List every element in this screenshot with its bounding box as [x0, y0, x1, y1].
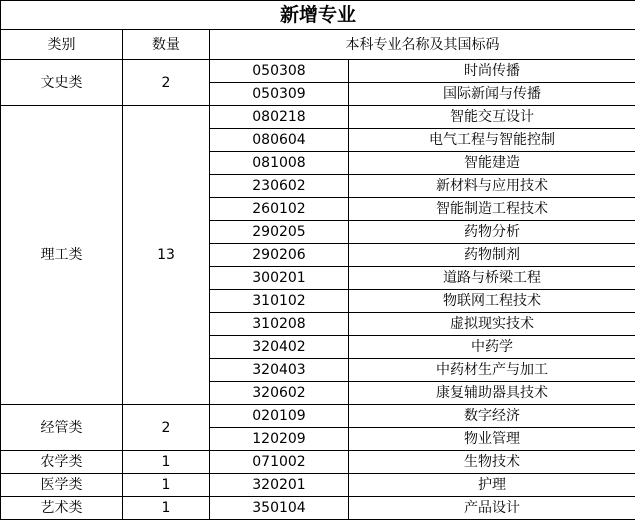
major-name-cell: 药物制剂 — [349, 244, 635, 267]
major-code-cell: 120209 — [210, 428, 349, 451]
major-name-cell: 数字经济 — [349, 405, 635, 428]
category-cell: 文史类 — [1, 60, 123, 106]
major-code-cell: 290205 — [210, 221, 349, 244]
major-name-cell: 物联网工程技术 — [349, 290, 635, 313]
header-category: 类别 — [1, 30, 123, 60]
major-code-cell: 290206 — [210, 244, 349, 267]
major-name-cell: 虚拟现实技术 — [349, 313, 635, 336]
major-code-cell: 020109 — [210, 405, 349, 428]
category-cell: 经管类 — [1, 405, 123, 451]
table-row — [1, 106, 635, 129]
major-name-cell: 护理 — [349, 474, 635, 497]
major-name-cell: 康复辅助器具技术 — [349, 382, 635, 405]
header-count: 数量 — [123, 30, 210, 60]
header-row — [1, 30, 635, 60]
major-code-cell: 300201 — [210, 267, 349, 290]
major-name-cell: 中药学 — [349, 336, 635, 359]
table-row — [1, 497, 635, 520]
header-major: 本科专业名称及其国标码 — [210, 30, 635, 60]
count-cell: 2 — [123, 60, 210, 106]
major-name-cell: 道路与桥梁工程 — [349, 267, 635, 290]
major-name-cell: 国际新闻与传播 — [349, 83, 635, 106]
category-cell: 农学类 — [1, 451, 123, 474]
table-row — [1, 60, 635, 83]
category-cell: 理工类 — [1, 106, 123, 405]
major-code-cell: 050309 — [210, 83, 349, 106]
major-code-cell: 320403 — [210, 359, 349, 382]
major-code-cell: 080604 — [210, 129, 349, 152]
major-name-cell: 智能建造 — [349, 152, 635, 175]
count-cell: 2 — [123, 405, 210, 451]
major-code-cell: 080218 — [210, 106, 349, 129]
major-code-cell: 050308 — [210, 60, 349, 83]
major-name-cell: 电气工程与智能控制 — [349, 129, 635, 152]
major-name-cell: 物业管理 — [349, 428, 635, 451]
table-row — [1, 405, 635, 428]
title-row — [1, 1, 635, 30]
major-code-cell: 310208 — [210, 313, 349, 336]
table-row — [1, 474, 635, 497]
major-name-cell: 产品设计 — [349, 497, 635, 520]
major-name-cell: 新材料与应用技术 — [349, 175, 635, 198]
count-cell: 1 — [123, 474, 210, 497]
major-name-cell: 时尚传播 — [349, 60, 635, 83]
major-name-cell: 药物分析 — [349, 221, 635, 244]
table-row — [1, 451, 635, 474]
count-cell: 13 — [123, 106, 210, 405]
major-code-cell: 310102 — [210, 290, 349, 313]
major-code-cell: 320602 — [210, 382, 349, 405]
major-code-cell: 350104 — [210, 497, 349, 520]
major-code-cell: 320201 — [210, 474, 349, 497]
count-cell: 1 — [123, 451, 210, 474]
major-code-cell: 260102 — [210, 198, 349, 221]
major-code-cell: 071002 — [210, 451, 349, 474]
major-code-cell: 230602 — [210, 175, 349, 198]
major-code-cell: 081008 — [210, 152, 349, 175]
count-cell: 1 — [123, 497, 210, 520]
major-name-cell: 智能制造工程技术 — [349, 198, 635, 221]
major-code-cell: 320402 — [210, 336, 349, 359]
major-name-cell: 中药材生产与加工 — [349, 359, 635, 382]
category-cell: 医学类 — [1, 474, 123, 497]
category-cell: 艺术类 — [1, 497, 123, 520]
major-name-cell: 生物技术 — [349, 451, 635, 474]
major-name-cell: 智能交互设计 — [349, 106, 635, 129]
table-title: 新增专业 — [1, 1, 635, 30]
